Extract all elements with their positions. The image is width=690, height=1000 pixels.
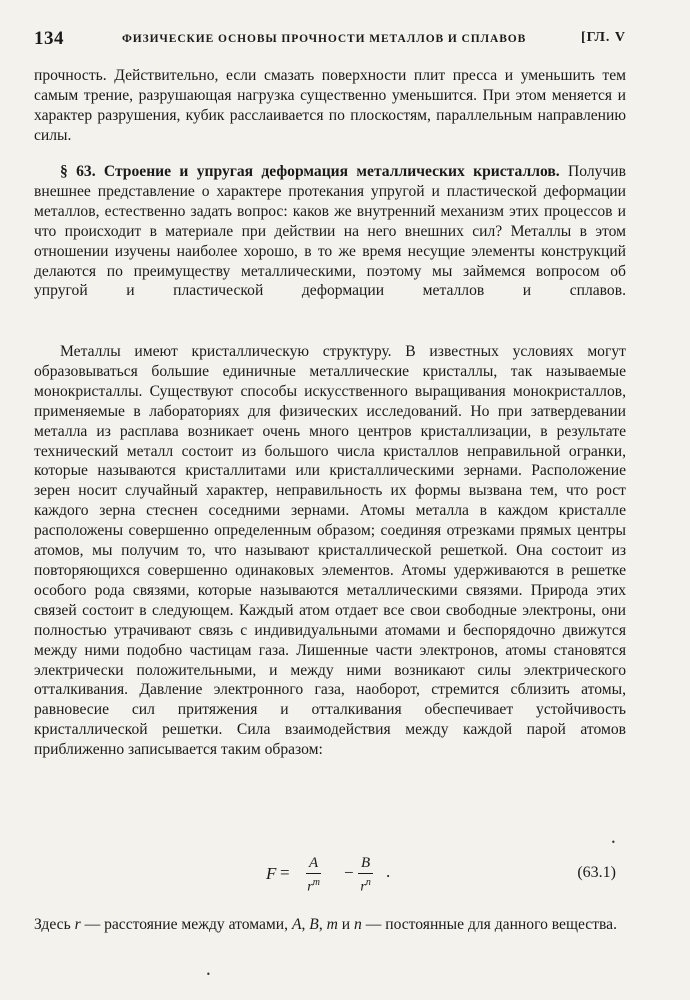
var-a: A [291,916,302,933]
formula-minus: − [344,863,354,882]
fraction-b [358,854,373,896]
var-m: m [326,916,338,933]
paragraph-1: прочность. Действительно, если смазать поверхности плит пресса и уменьшить тем самым трение, разрушающая нагрузка существенно уменьшится. При этом меняется и характер разрушения, кубик расслаивается по плоскостям, параллельным направлению силы. [34,67,626,144]
print-speck: • [206,970,211,979]
var-n: n [354,916,362,933]
running-title: ФИЗИЧЕСКИЕ ОСНОВЫ ПРОЧНОСТИ МЕТАЛЛОВ И СПЛАВОВ [122,33,527,45]
fraction-b-numerator: B [358,854,373,874]
var-r: r [74,916,81,933]
fraction-b-denominator [358,874,373,896]
section-heading: § 63. Строение и упругая деформация металлических кристаллов. [60,163,560,180]
p4-text-2: — расстояние между атомами, [80,916,292,933]
section-intro-text: Получив внешнее представление о характере протекания упругой и пластической деформации металлов, естественно задать вопрос: каков же внутренний механизм этих процессов и что происходит в материале при действии на него внешних сил? Металлы в этом отношении изучены наиболее хорошо, в то же время несущие элементы конструкций делаются по преимуществу металлическими, поэтому мы займемся вопросом об упругой и пластической деформации металлов и сплавов. [34,163,626,300]
p4-text-1: Здесь [34,916,75,933]
p4-text-3: — постоянные для данного вещества. [361,916,617,933]
fraction-a-denominator [306,874,321,896]
fraction-b-base: r [360,879,366,895]
formula-period: . [386,862,391,881]
formula-63-1 [34,850,626,896]
p4-and: и [337,916,355,933]
fraction-a-numerator: A [306,854,321,874]
paragraph-4 [34,915,626,935]
paragraph-section-63 [34,162,626,301]
p4-comma-1: , [301,916,310,933]
fraction-a [306,854,321,896]
fraction-a-base: r [307,879,313,895]
fraction-a-exponent: m [312,877,320,888]
formula-equals: = [280,863,290,882]
page-number: 134 [34,28,64,49]
print-speck: • [611,838,616,847]
paragraph-3: Металлы имеют кристаллическую структуру. В известных условиях могут образовываться большие единичные металлические кристаллы, так называемые монокристаллы. Существуют способы искусственного выращивания монокристаллов, применяемые в лабораториях для физических исследований. Но при затвердевании металла из расплава возникает очень много центров кристаллизации, в результате технический металл состоит из большого числа кристаллов неправильной огранки, которые называются кристаллитами или кристаллическими зернами. Расположение зерен носит случайный характер, неправильность их формы вызвана тем, что рост каждого зерна стеснен соседними зернами. Атомы металла в каждом кристалле расположены совершенно определенным образом; соединяя отрезками прямых центры атомов, мы получим то, что называют кристаллической решеткой. Она состоит из повторяющихся совершенно одинаковых элементов. Атомы удерживаются в решетке особого рода связями, которые называются металлическими связями. Природа этих связей состоит в следующем. Каждый атом отдает все свои свободные электроны, они полностью утрачивают связь с индивидуальными атомами и беспорядочно движутся между ними подобно частицам газа. Лишенные части электронов, атомы становятся электрически положительными, и между ними возникают силы электрического отталкивания. Давление электронного газа, наоборот, стремится сблизить атомы, равновесие сил притяжения и отталкивания обеспечивает устойчивость кристаллической решетки. Сила взаимодействия между каждой парой атомов приближенно записывается таким образом: [34,343,626,759]
equation-number: (63.1) [577,864,616,881]
fraction-b-exponent: n [365,877,371,888]
formula-lhs: F [266,864,277,883]
var-b: B [309,916,319,933]
page-header [34,28,626,56]
chapter-label: [ГЛ. V [581,30,626,45]
p4-comma-2: , [318,916,327,933]
